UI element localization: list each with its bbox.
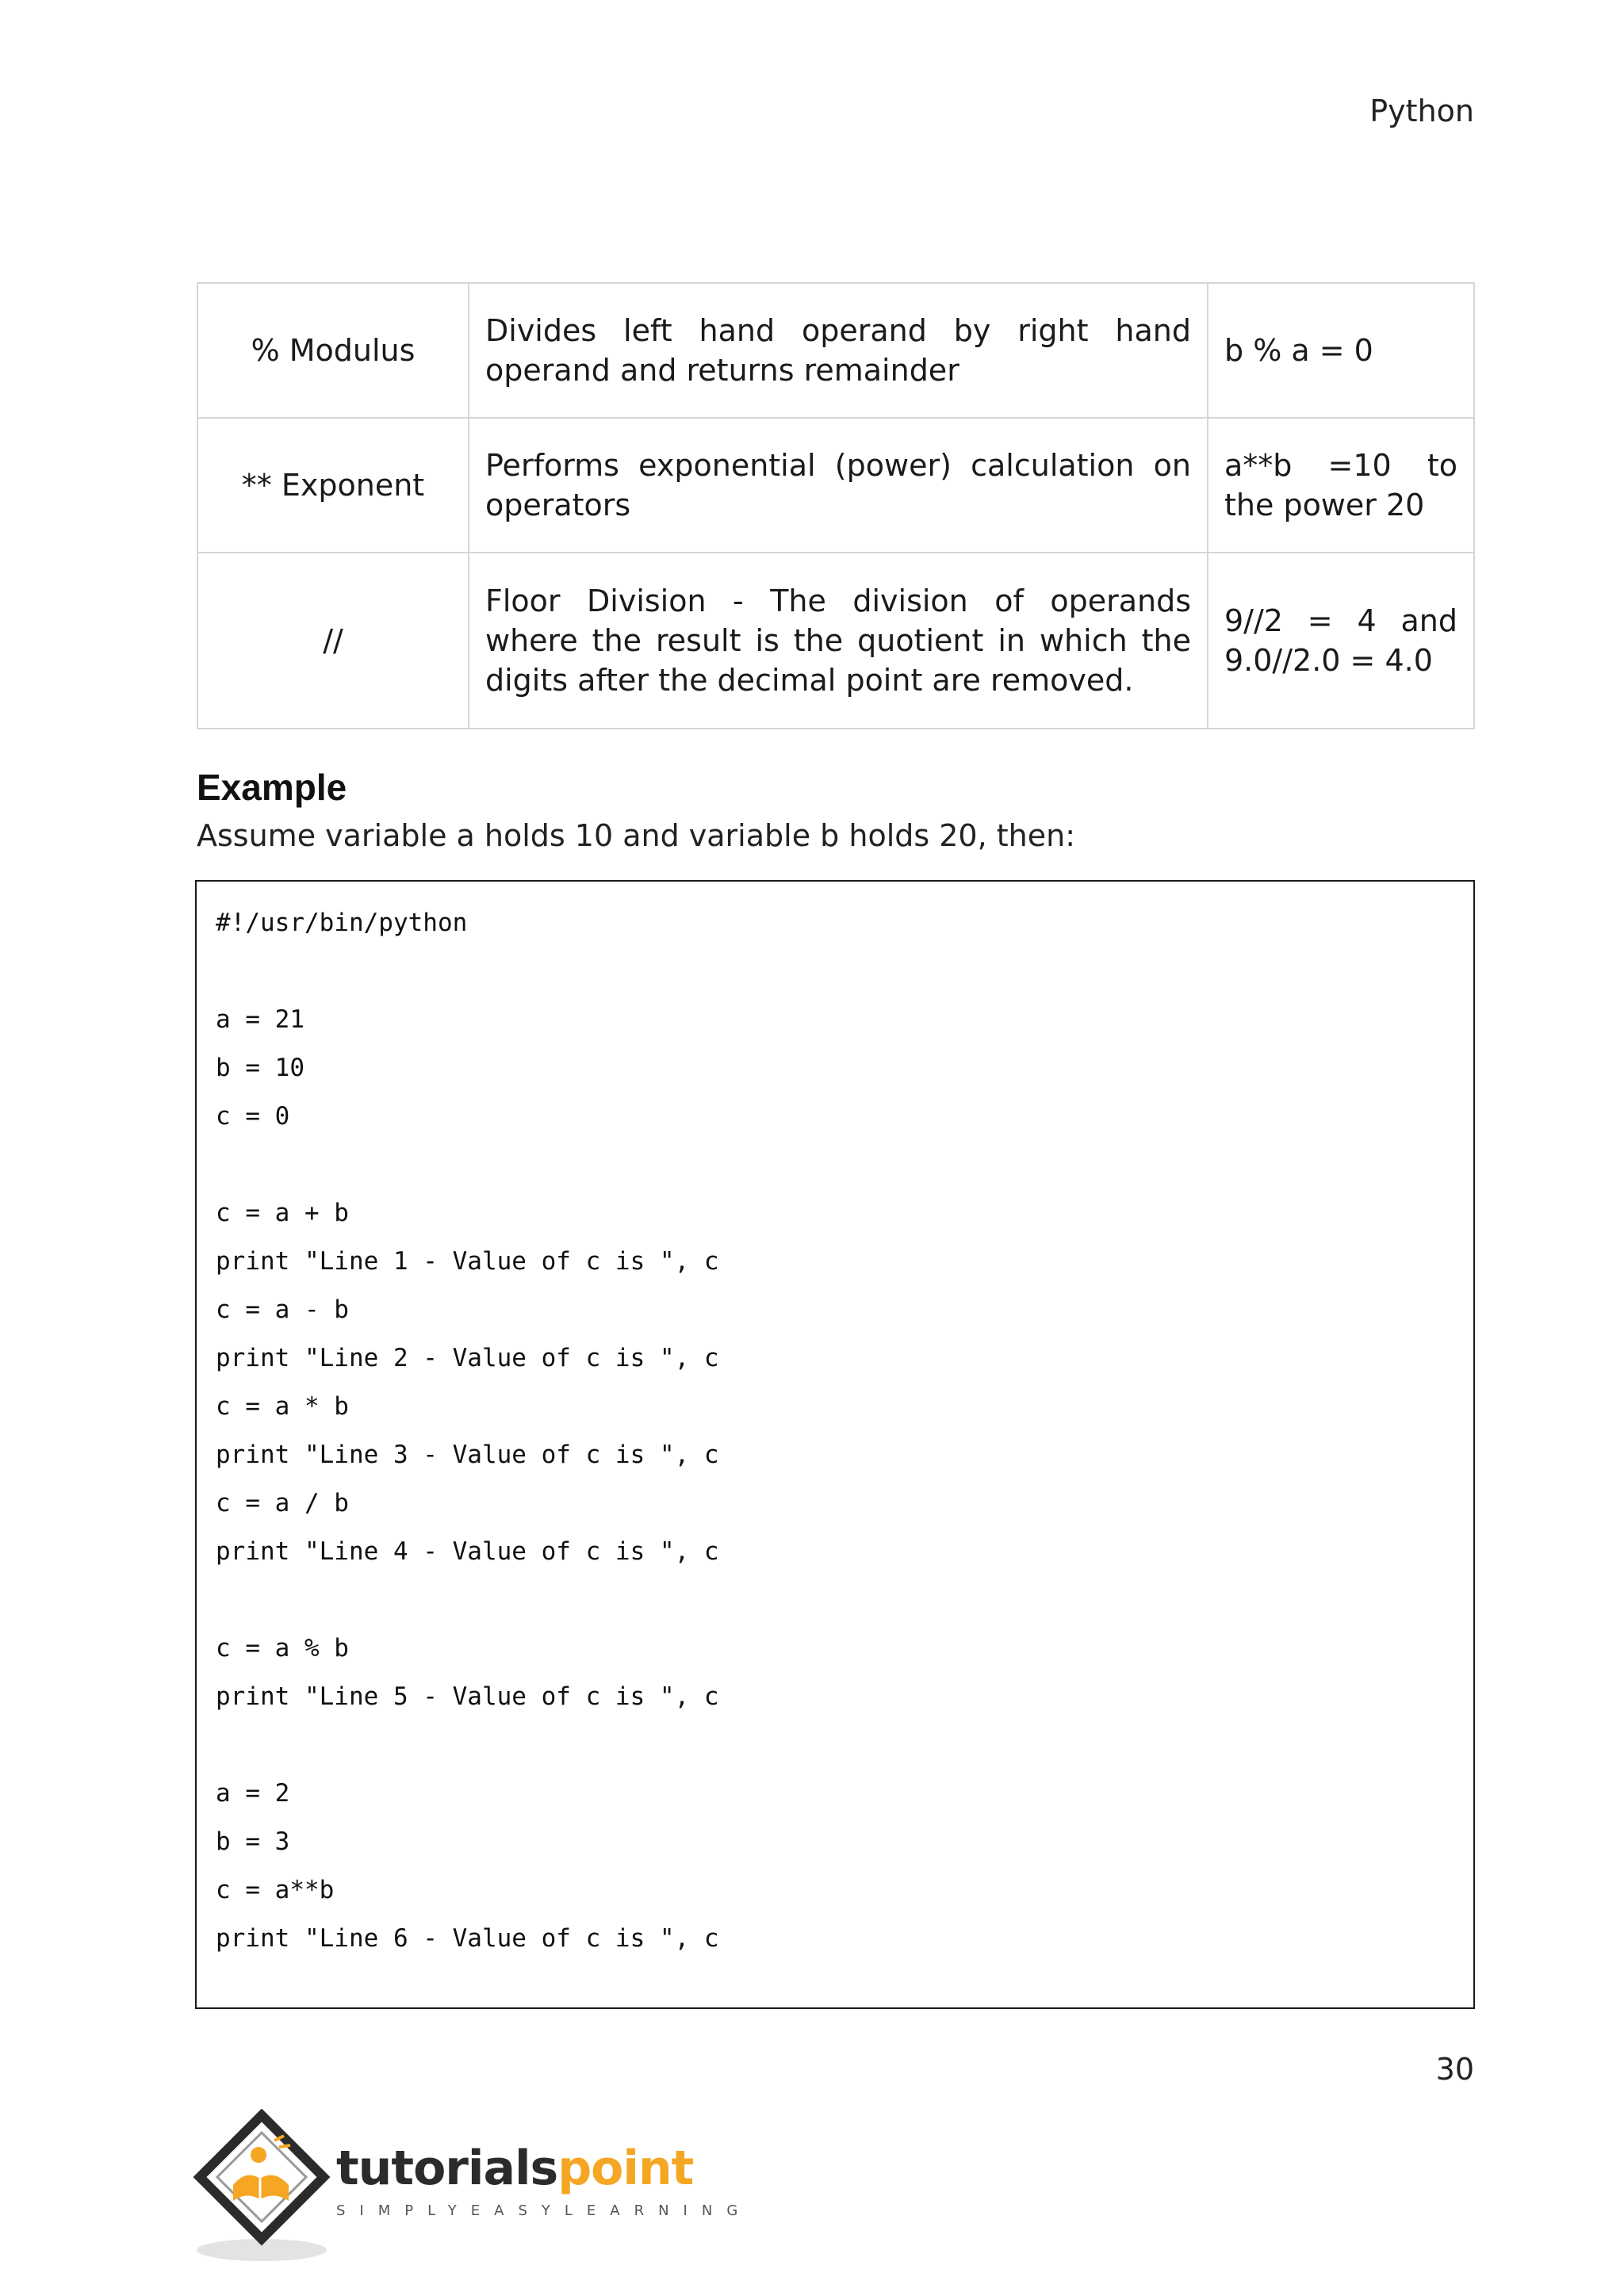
logo-diamond-icon (190, 2109, 333, 2267)
code-line: c = a * b (216, 1392, 349, 1421)
table-row (197, 283, 1474, 418)
code-line: #!/usr/bin/python (216, 909, 468, 937)
code-line: a = 21 (216, 1005, 304, 1034)
running-header: Python (1369, 94, 1474, 128)
code-line: b = 10 (216, 1054, 304, 1082)
code-line (216, 947, 1454, 996)
code-line: a = 2 (216, 1779, 290, 1808)
table-row (197, 553, 1474, 729)
example-heading: Example (197, 767, 347, 808)
code-line (216, 1721, 1454, 1770)
operator-cell: ** Exponent (197, 418, 469, 553)
page-number: 30 (1435, 2052, 1474, 2087)
example-intro: Assume variable a holds 10 and variable b holds 20, then: (197, 818, 1076, 853)
description-cell: Divides left hand operand by right hand operand and returns remainder (469, 283, 1208, 418)
code-line: print "Line 2 - Value of c is ", c (216, 1344, 719, 1372)
code-line: c = a - b (216, 1295, 349, 1324)
code-line (216, 1576, 1454, 1624)
code-line: c = a / b (216, 1489, 349, 1517)
logo-tagline: SIMPLYEASYLEARNING (336, 2202, 753, 2219)
code-line: print "Line 5 - Value of c is ", c (216, 1682, 719, 1711)
description-cell: Performs exponential (power) calculation on operators (469, 418, 1208, 553)
logo-wordmark: tutorialspoint (336, 2141, 694, 2196)
table-row (197, 418, 1474, 553)
code-line: c = a**b (216, 1876, 335, 1904)
example-cell: b % a = 0 (1208, 283, 1474, 418)
code-line: c = 0 (216, 1102, 290, 1131)
code-line: print "Line 3 - Value of c is ", c (216, 1441, 719, 1469)
code-block (195, 880, 1475, 2009)
code-line: c = a % b (216, 1634, 349, 1663)
description-cell: Floor Division - The division of operands where the result is the quotient in which the digits after the decimal point are removed. (469, 553, 1208, 729)
code-line: print "Line 1 - Value of c is ", c (216, 1247, 719, 1276)
operator-cell: // (197, 553, 469, 729)
operator-cell: % Modulus (197, 283, 469, 418)
tutorialspoint-logo (190, 2109, 753, 2267)
code-line: print "Line 4 - Value of c is ", c (216, 1537, 719, 1566)
example-cell: 9//2 = 4 and 9.0//2.0 = 4.0 (1208, 553, 1474, 729)
code-line: c = a + b (216, 1199, 349, 1227)
example-cell: a**b =10 to the power 20 (1208, 418, 1474, 553)
operators-table (197, 282, 1475, 729)
code-line: b = 3 (216, 1827, 290, 1856)
code-line (216, 1141, 1454, 1189)
code-line: print "Line 6 - Value of c is ", c (216, 1924, 719, 1953)
